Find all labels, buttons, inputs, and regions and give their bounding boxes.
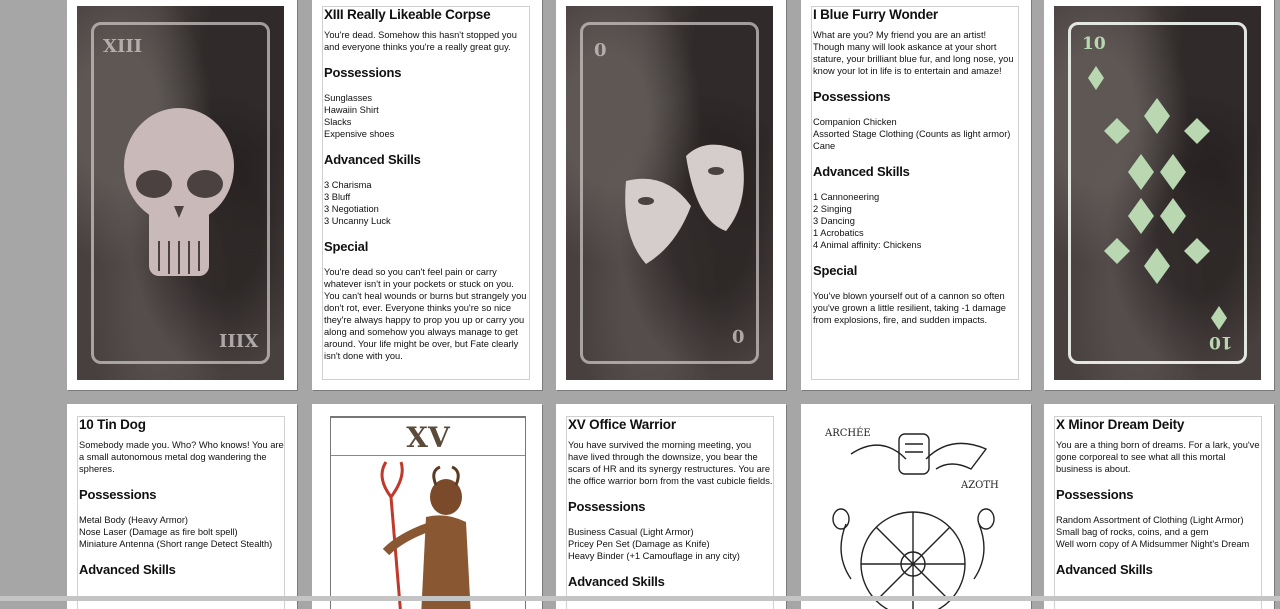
numeral-bottom: 0 [732,325,745,346]
list-item: 1 Cannoneering [813,192,880,202]
special-heading: Special [813,263,858,278]
list-item: Nose Laser (Damage as fire bolt spell) [79,527,238,537]
special-heading: Special [324,239,369,254]
skull-card-art [77,6,284,380]
possessions-list [813,116,1018,152]
special-text: You're dead so you can't feel pain or carry whatever isn't in your pockets or stuck on you. You can't heal wounds or burns but strangely you don't rot, ever. Everyone thinks you're so nice they're always happy to prop you up or carry you along and somehow you always manage to get around. Your life might be over, but Fate clearly isn't done with you. [324,267,527,361]
diamonds-card-art [1054,6,1261,380]
skills-heading: Advanced Skills [79,562,176,577]
possessions-heading: Possessions [813,89,891,104]
page-skull-card[interactable] [67,0,297,390]
card-title: XIII Really Likeable Corpse [324,7,491,22]
card-intro: Somebody made you. Who? Who knows! You are a small autonomous metal dog wandering the spheres. [79,440,284,474]
label-archee: ARCHÉE [825,428,871,439]
skull-icon [77,6,284,380]
numeral-top: 0 [594,40,607,61]
page-office-warrior-card[interactable] [556,404,786,609]
list-item: 3 Dancing [813,216,855,226]
card-title: 10 Tin Dog [79,417,146,432]
card-intro: You're dead. Somehow this hasn't stopped you and everyone thinks you're a really great guy. [324,30,517,52]
skills-list [813,191,1018,251]
page-dream-deity-card[interactable] [1044,404,1274,609]
skills-heading: Advanced Skills [568,574,665,589]
card-numeral: XV [406,421,450,454]
card-text-frame [811,6,1019,380]
page-masks-card[interactable] [556,0,786,390]
row-gap [0,392,1280,404]
list-item: Miniature Antenna (Short range Detect Stealth) [79,539,273,549]
label-azoth: AZOTH [961,480,999,491]
card-text-frame [322,6,530,380]
page-blue-wonder-card[interactable] [801,0,1031,390]
card-title: XV Office Warrior [568,417,676,432]
list-item: 3 Negotiation [324,204,379,214]
numeral-bottom: 10 [1209,332,1233,352]
card-text-frame [566,416,774,609]
page-corpse-card[interactable] [312,0,542,390]
devil-figure-icon [331,457,525,609]
possessions-heading: Possessions [324,65,402,80]
possessions-list [79,514,284,550]
list-item: Hawaiin Shirt [324,105,379,115]
workspace-margin [0,0,66,601]
list-item: 1 Acrobatics [813,228,864,238]
special-text: You've blown yourself out of a cannon so often you've grown a little resilient, taking -1 damage from explosions, fire, and sudden impacts. [813,291,1006,325]
list-item: Expensive shoes [324,129,395,139]
list-item: 2 Singing [813,204,852,214]
possessions-heading: Possessions [1056,487,1134,502]
skills-heading: Advanced Skills [813,164,910,179]
list-item: Slacks [324,117,352,127]
card-intro: You have survived the morning meeting, you have lived through the downsize, you bear the scars of HR and its synergy restructures. You are the office warrior born from the vast cubicle fields. [568,440,773,486]
list-item: Random Assortment of Clothing (Light Armor) [1056,515,1244,525]
list-item: 4 Animal affinity: Chickens [813,240,922,250]
page-tin-dog-card[interactable] [67,404,297,609]
list-item: Heavy Binder (+1 Camouflage in any city) [568,551,740,561]
card-title: I Blue Furry Wonder [813,7,938,22]
wheel-of-fortune-icon [801,414,1031,609]
status-bar [0,596,1280,601]
possessions-list [568,526,773,562]
list-item: Small bag of rocks, coins, and a gem [1056,527,1209,537]
page-devil-card[interactable] [312,404,542,609]
skills-heading: Advanced Skills [1056,562,1153,577]
card-title: X Minor Dream Deity [1056,417,1185,432]
list-item: 3 Bluff [324,192,351,202]
list-item: Assorted Stage Clothing (Counts as light armor) [813,129,1011,139]
card-intro: You are a thing born of dreams. For a lark, you've gone corporeal to see what all this mortal business is about. [1056,440,1260,474]
possessions-list [324,92,529,140]
list-item: Metal Body (Heavy Armor) [79,515,189,525]
page-ten-diamonds-card[interactable] [1044,0,1274,390]
devil-card-art [330,416,526,609]
numeral-top: XIII [103,36,143,57]
list-item: 3 Charisma [324,180,372,190]
numeral-top: 10 [1082,34,1106,54]
theater-masks-icon [566,6,773,380]
card-intro: What are you? My friend you are an artist! Though many will look askance at your short stature, your brilliant blue fur, and long nose, you know your lot in life is to entertain and amaze! [813,30,1014,76]
list-item: Cane [813,141,836,151]
possessions-heading: Possessions [79,487,157,502]
skills-heading: Advanced Skills [324,152,421,167]
list-item: Pricey Pen Set (Damage as Knife) [568,539,710,549]
list-item: 3 Uncanny Luck [324,216,391,226]
possessions-heading: Possessions [568,499,646,514]
list-item: Well worn copy of A Midsummer Night's Dream [1056,539,1250,549]
skills-list [324,179,529,227]
list-item: Business Casual (Light Armor) [568,527,694,537]
list-item: Companion Chicken [813,117,897,127]
numeral-bottom: XIII [218,329,258,350]
page-wheel-card[interactable] [801,404,1031,609]
card-text-frame [1054,416,1262,609]
possessions-list [1056,514,1261,550]
diamond-suit-icons [1054,6,1261,380]
masks-card-art [566,6,773,380]
card-text-frame [77,416,285,609]
list-item: Sunglasses [324,93,373,103]
